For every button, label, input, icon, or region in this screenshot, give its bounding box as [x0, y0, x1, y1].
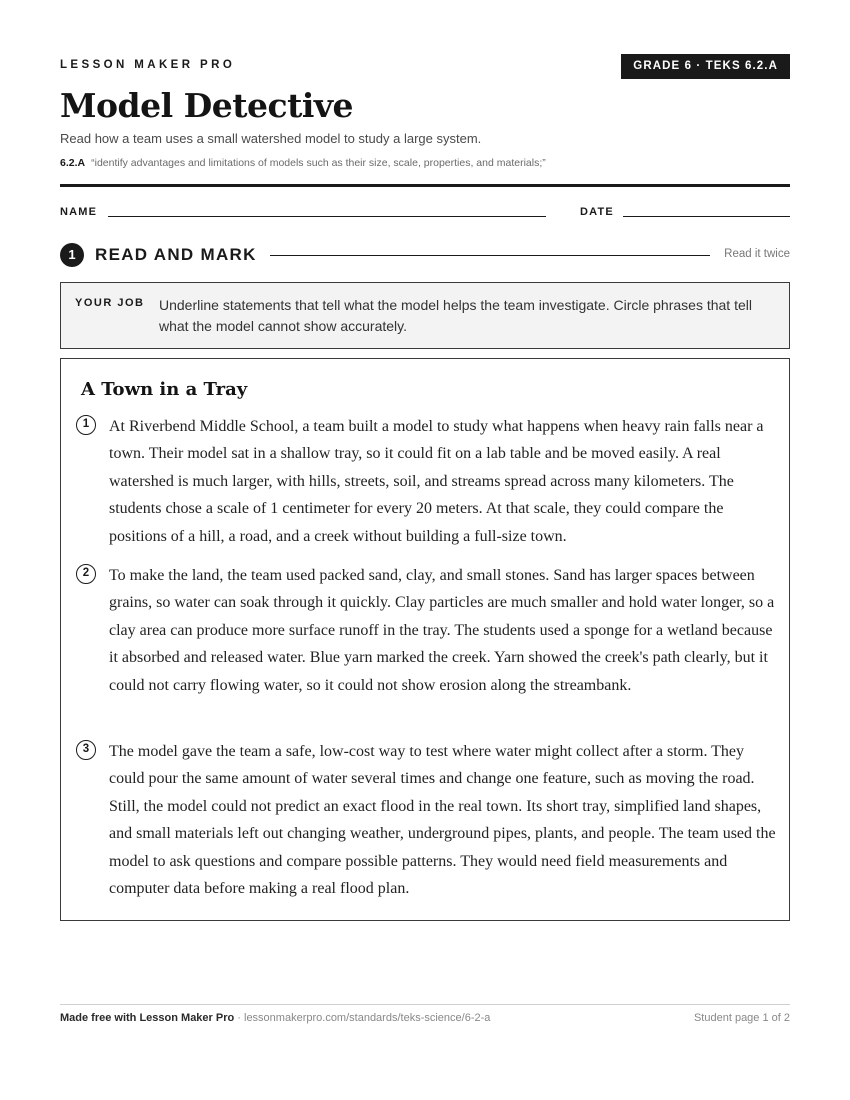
footer-url-link[interactable]: lessonmakerpro.com/standards/teks-science/6-2-a [244, 1012, 491, 1024]
instructions-text: Underline statements that tell what the model helps the team investigate. Circle phrases that tell what the model cannot show accurately. [159, 297, 752, 334]
paragraph-3: The model gave the team a safe, low-cost way to test where water might collect after a storm. They could pour the same amount of water several times and change one feature, such as moving the road. Still, the model could not predict an exact flood in the real town. Its short tray, simplified land shapes, and small materials left out changing weather, underground pipes, plants, and people. The team used the model to ask questions and compare possible patterns. They would need field measurements and computer data before making a real flood plan. [109, 743, 776, 898]
section-number-badge: 1 [60, 243, 84, 267]
standard-statement [60, 157, 546, 169]
instructions-box [60, 282, 790, 349]
paragraph-number: 3 [76, 740, 96, 760]
page-subtitle: Read how a team uses a small watershed model to study a large system. [60, 131, 482, 146]
paragraph-1: At Riverbend Middle School, a team built a model to study what happens when heavy rain falls near a town. Their model sat in a shallow tray, so it could fit on a lab table and be moved easily. A real watershed is much larger, with hills, streets, soil, and streams spread across many kilometers. The students chose a scale of 1 centimeter for every 20 meters. At that scale, they could compare the positions of a hill, a road, and a creek without building a full-size town. [109, 418, 764, 545]
name-field[interactable] [108, 216, 546, 217]
date-label: DATE [580, 206, 614, 218]
reading-passage [60, 358, 790, 921]
paragraph-number: 1 [76, 415, 96, 435]
name-label: NAME [60, 206, 98, 218]
date-field[interactable] [623, 216, 790, 217]
page-indicator: Student page 1 of 2 [693, 1012, 790, 1024]
instructions-label: YOUR JOB [75, 297, 145, 309]
standard-text: “identify advantages and limitations of models such as their size, scale, properties, and materials;” [91, 157, 546, 169]
paragraph-number: 2 [76, 564, 96, 584]
paragraph-2: To make the land, the team used packed sand, clay, and small stones. Sand has larger spaces between grains, so water can soak through it quickly. Clay particles are much smaller and hold water longer, so a clay area can produce more surface runoff in the tray. The students used a sponge for a wetland because it absorbed and released water. Blue yarn marked the creek. Yarn showed the creek's path clearly, but it could not carry flowing water, so it could not show erosion along the streambank. [109, 567, 775, 694]
standard-code: 6.2.A [60, 157, 86, 169]
section-hint: Read it twice [724, 248, 790, 260]
header-divider [60, 184, 790, 187]
footer-made-with: Made free with Lesson Maker Pro [60, 1012, 235, 1024]
page-title: Model Detective [60, 86, 354, 125]
section-divider [270, 255, 710, 256]
section-title: READ AND MARK [95, 245, 257, 264]
brand-label: LESSON MAKER PRO [60, 59, 236, 71]
footer-separator: · [234, 1012, 244, 1024]
passage-title: A Town in a Tray [81, 379, 248, 400]
grade-standard-badge: GRADE 6 · TEKS 6.2.A [621, 54, 790, 79]
footer-credit [60, 1012, 490, 1024]
footer-divider [60, 1004, 790, 1005]
